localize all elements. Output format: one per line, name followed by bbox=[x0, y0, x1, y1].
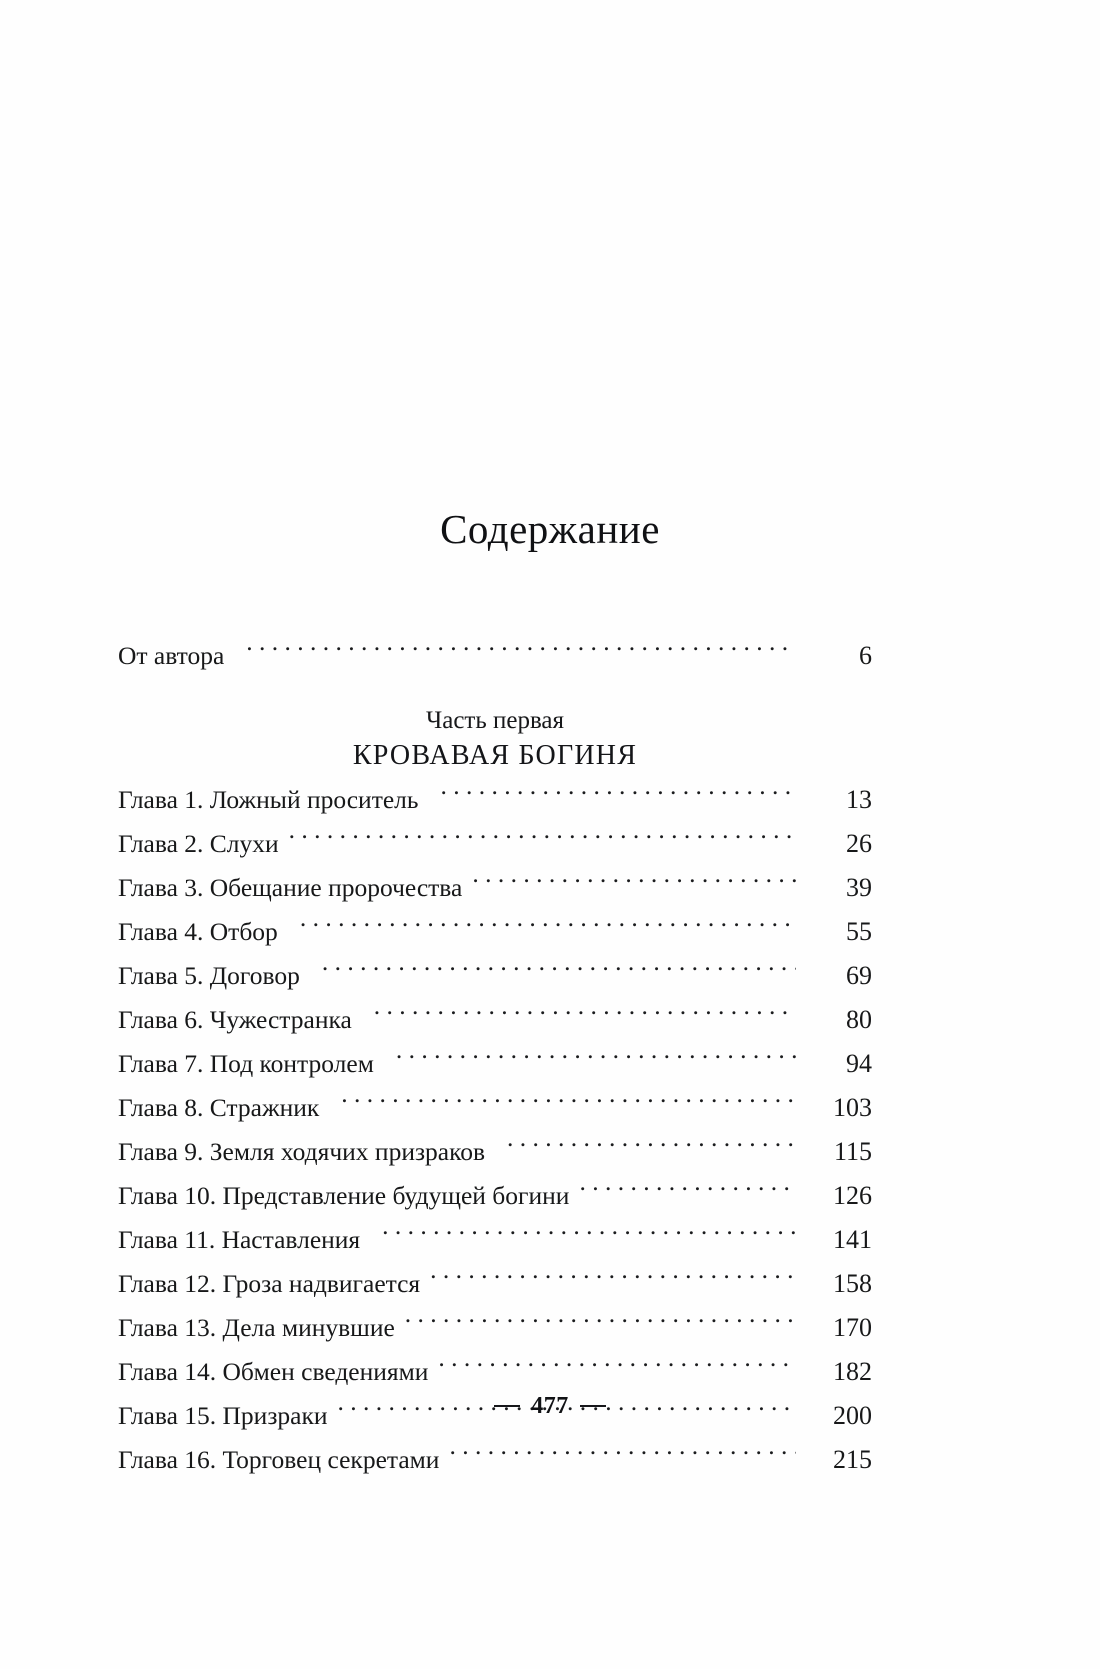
dot-leader bbox=[579, 1179, 796, 1205]
dot-leader bbox=[449, 1443, 796, 1469]
part-title-label: КРОВАВАЯ БОГИНЯ bbox=[352, 740, 638, 771]
toc-entry-chapter-16[interactable] bbox=[118, 1438, 872, 1482]
toc-entry-chapter-5[interactable] bbox=[118, 954, 872, 998]
dot-leader bbox=[472, 871, 796, 897]
toc-entry-label: Глава 3. Обещание пророчества bbox=[118, 873, 463, 902]
dot-leader bbox=[246, 639, 796, 665]
toc-entry-label: Глава 8. Стражник bbox=[118, 1093, 320, 1122]
part-number-label: Часть первая bbox=[425, 707, 565, 734]
toc-entry-page-number: 80 bbox=[846, 1005, 872, 1034]
toc-entry-label: Глава 14. Обмен сведениями bbox=[118, 1357, 429, 1386]
toc-entry-label: Глава 16. Торговец секретами bbox=[118, 1445, 440, 1474]
toc-entry-front-matter-0[interactable] bbox=[118, 634, 872, 678]
toc-entry-label: Глава 13. Дела минувшие bbox=[118, 1313, 395, 1342]
toc-entry-chapter-9[interactable] bbox=[118, 1130, 872, 1174]
toc-entry-label: Глава 6. Чужестранка bbox=[118, 1005, 352, 1034]
toc-entry-chapter-1[interactable] bbox=[118, 778, 872, 822]
toc-entry-page-number: 215 bbox=[833, 1445, 872, 1474]
toc-entry-chapter-12[interactable] bbox=[118, 1262, 872, 1306]
toc-entry-chapter-14[interactable] bbox=[118, 1350, 872, 1394]
folio-dash-left-icon bbox=[494, 1405, 520, 1407]
dot-leader bbox=[300, 915, 796, 941]
dot-leader bbox=[441, 783, 796, 809]
toc-entry-label: Глава 1. Ложный проситель bbox=[118, 785, 419, 814]
toc-entry-page-number: 94 bbox=[846, 1049, 872, 1078]
toc-entry-chapter-2[interactable] bbox=[118, 822, 872, 866]
toc-entry-chapter-10[interactable] bbox=[118, 1174, 872, 1218]
toc-entry-page-number: 158 bbox=[833, 1269, 872, 1298]
dot-leader bbox=[289, 827, 796, 853]
toc-entry-chapter-8[interactable] bbox=[118, 1086, 872, 1130]
part-heading bbox=[118, 678, 872, 778]
toc-entry-label: Глава 12. Гроза надвигается bbox=[118, 1269, 421, 1298]
toc-entry-page-number: 141 bbox=[833, 1225, 872, 1254]
toc-entry-page-number: 200 bbox=[833, 1401, 872, 1430]
toc-entry-chapter-6[interactable] bbox=[118, 998, 872, 1042]
dot-leader bbox=[341, 1091, 796, 1117]
toc-entry-chapter-13[interactable] bbox=[118, 1306, 872, 1350]
toc-entry-chapter-4[interactable] bbox=[118, 910, 872, 954]
toc-entry-label: Глава 15. Призраки bbox=[118, 1401, 328, 1430]
toc-entry-label: Глава 7. Под контролем bbox=[118, 1049, 374, 1078]
toc-entry-page-number: 115 bbox=[833, 1137, 872, 1166]
toc-entry-page-number: 103 bbox=[833, 1093, 872, 1122]
dot-leader bbox=[430, 1267, 796, 1293]
toc-entry-page-number: 39 bbox=[846, 873, 872, 902]
toc-entry-page-number: 13 bbox=[846, 785, 872, 814]
toc-entry-label: Глава 11. Наставления bbox=[118, 1225, 361, 1254]
toc-entry-label: От автора bbox=[118, 641, 225, 670]
page-title: Содержание bbox=[440, 506, 660, 552]
toc-entry-chapter-3[interactable] bbox=[118, 866, 872, 910]
dot-leader bbox=[322, 959, 796, 985]
dot-leader bbox=[374, 1003, 796, 1029]
table-of-contents-list bbox=[118, 634, 872, 1482]
dot-leader bbox=[382, 1223, 796, 1249]
dot-leader bbox=[396, 1047, 796, 1073]
folio-number: 477 bbox=[531, 1393, 569, 1419]
toc-entry-label: Глава 10. Представление будущей богини bbox=[118, 1181, 570, 1210]
folio-dash-right-icon bbox=[580, 1405, 606, 1407]
toc-entry-page-number: 182 bbox=[833, 1357, 872, 1386]
toc-entry-label: Глава 4. Отбор bbox=[118, 917, 278, 946]
toc-entry-chapter-7[interactable] bbox=[118, 1042, 872, 1086]
dot-leader bbox=[405, 1311, 796, 1337]
toc-entry-page-number: 6 bbox=[859, 641, 872, 670]
toc-entry-label: Глава 2. Слухи bbox=[118, 829, 279, 858]
page-folio bbox=[0, 1393, 1100, 1420]
toc-entry-page-number: 170 bbox=[833, 1313, 872, 1342]
dot-leader bbox=[507, 1135, 796, 1161]
toc-entry-page-number: 55 bbox=[846, 917, 872, 946]
toc-entry-page-number: 126 bbox=[833, 1181, 872, 1210]
dot-leader bbox=[438, 1355, 796, 1381]
toc-entry-label: Глава 5. Договор bbox=[118, 961, 300, 990]
toc-entry-label: Глава 9. Земля ходячих призраков bbox=[118, 1137, 485, 1166]
toc-entry-chapter-11[interactable] bbox=[118, 1218, 872, 1262]
toc-entry-page-number: 69 bbox=[846, 961, 872, 990]
toc-entry-page-number: 26 bbox=[846, 829, 872, 858]
